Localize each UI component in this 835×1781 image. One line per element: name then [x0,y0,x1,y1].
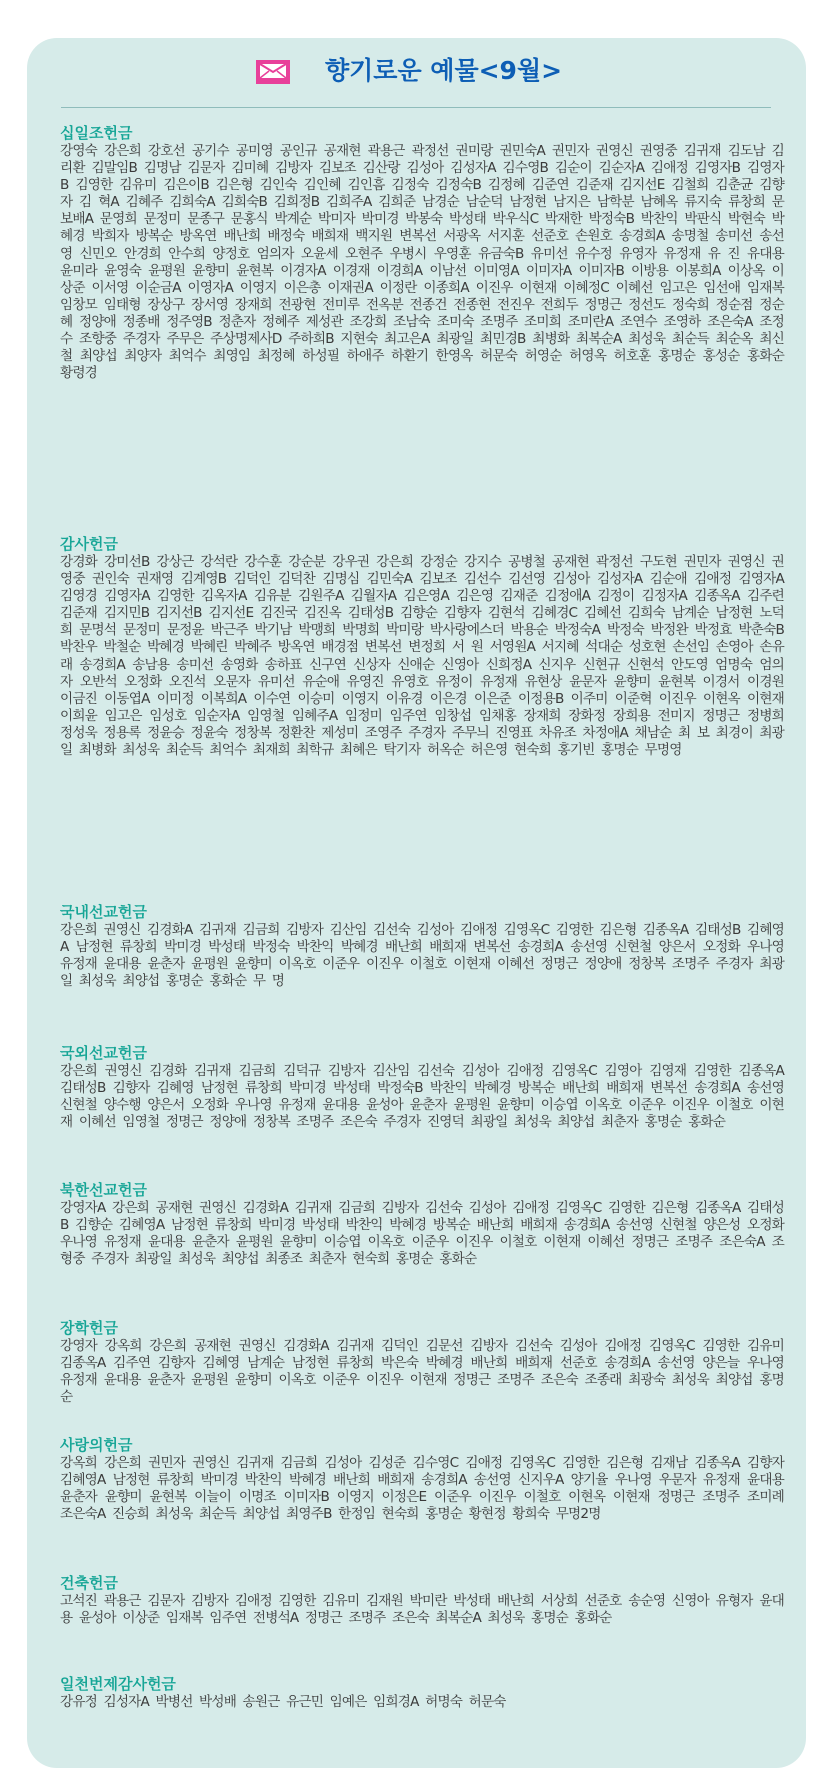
section-title: 사랑의헌금 [60,1436,133,1454]
section-north-korea-mission [60,1180,784,1268]
section-scholarship [60,1318,784,1406]
offering-card [27,38,806,1768]
section-title: 건축헌금 [60,1574,118,1592]
header [27,38,806,112]
section-title: 국내선교헌금 [60,903,147,921]
page-title: 향기로운 예물<9월> [325,56,563,85]
donor-list: 강경화 강미선B 강상근 강석란 강수훈 강순분 강우권 강은희 강정순 강지수 공병철 공재현 곽정선 구도현 권민자 권영신 권영중 권인숙 권재영 김계영B 김덕인 김덕찬 김명심 김민숙A 김보조 김선수 김선영 김성아 김성자A 김순애 김애정 김영자A 김영경 김영자A 김영한 김옥자A 김유분 김원주A 김월자A 김은영A 김은영 김재준 김정애A 김정이 김정자A 김종옥A 김주련 김준재 김지민B 김지선B 김지선E 김진국 김진옥 김태성B 김향순 김향자 김현석 김혜경C 김혜선 김희숙 남계순 남정현 노덕희 문명석 문정미 문정윤 박근주 박기남 박맹희 박명희 박미랑 박사랑에스더 박용순 박정숙A 박정숙 박정완 박정효 박춘숙B 박찬우 박철순 박혜경 박혜린 박혜주 방옥연 배경점 변복선 변정희 서 원 서영원A 서지혜 석대순 성호현 손선임 손영아 손유래 송경희A 송남용 송미선 송영화 송하표 신구연 신상자 신애순 신영아 신희정A 신지우 신현규 신현석 안도영 엄명숙 엄의자 오반석 오정화 오진석 오문자 유미선 유순애 유영진 유영호 유정이 유정재 유현상 윤문자 윤향미 윤현복 이경서 이경원 이금진 이동엽A 이미정 이복희A 이수연 이승미 이영지 이유경 이은경 이은준 이정용B 이주미 이준혁 이진우 이현옥 이현재 이희윤 임고은 임성호 임순자A 임영철 임혜주A 임정미 임주연 임창섭 임채홍 장재희 장화정 장희용 전미지 정명근 정병희 정성욱 정용록 정윤승 정윤숙 정창복 정환찬 제성미 조영주 주경자 주무늬 진영표 차유조 차정애A 채남순 최 보 최경이 최광일 최병화 최성욱 최순득 최억수 최재희 최학규 최혜은 탁기자 허옥순 허은영 현숙희 홍기빈 홍명순 무명영 [60,554,784,759]
donor-list: 강은희 권영신 김경화A 김귀재 김금희 김방자 김산임 김선숙 김성아 김애정 김영옥C 김영한 김은형 김종옥A 김태성B 김혜영A 남정현 류창희 박미경 박성태 박정숙 박찬익 박혜경 배난희 배희재 변복선 송경희A 송선영 신현철 양은서 오정화 우나영 유정재 윤대용 윤춘자 윤평원 윤향미 이옥호 이준우 이진우 이철호 이현재 이혜선 정명근 정양애 정창복 조명주 주경자 최광일 최성욱 최양섭 홍명순 홍화순 무 명 [60,922,784,990]
donor-list: 고석진 곽용근 김문자 김방자 김애정 김영한 김유미 김재원 박미란 박성태 배난희 서상희 선준호 송순영 신영아 유형자 윤대용 윤성아 이상준 임재복 임주연 전병석A 정명근 조명주 조은숙 최복순A 최성욱 홍명순 홍화순 [60,1593,784,1627]
section-love-offering [60,1435,784,1523]
section-title: 장학헌금 [60,1319,118,1337]
section-title: 국외선교헌금 [60,1044,147,1062]
section-domestic-mission [60,902,784,990]
section-building [60,1573,784,1627]
envelope-icon [256,60,290,84]
section-tithe [60,123,784,382]
section-title: 감사헌금 [60,535,118,553]
section-thanksgiving [60,534,784,759]
section-title: 북한선교헌금 [60,1181,147,1199]
header-divider [61,107,771,108]
section-title: 십일조헌금 [60,124,133,142]
donor-list: 강영자A 강은희 공재현 권영신 김경화A 김귀재 김금희 김방자 김선숙 김성아 김애정 김영옥C 김영한 김은형 김종옥A 김태성B 김향순 김혜영A 남정현 류창희 박미경 박성태 박찬익 박혜경 방복순 배난희 배희재 송경희A 송선영 신현철 양은성 오정화 우나영 유정재 윤대용 윤춘자 윤평원 윤향미 이승엽 이옥호 이준우 이진우 이철호 이현재 이혜선 정명근 조명주 조은숙A 조형중 주경자 최광일 최성욱 최양섭 최종조 최춘자 현숙희 홍명순 홍화순 [60,1200,784,1268]
donor-list: 강옥희 강은희 권민자 권영신 김귀재 김금희 김성아 김성준 김수영C 김애정 김영옥C 김영한 김은형 김재남 김종옥A 김향자 김혜영A 남정현 류창희 박미경 박찬익 박혜경 배난희 배희재 송경희A 송선영 신지우A 양기율 우나영 우문자 유정재 윤대용 윤춘자 윤향미 윤현복 이늘이 이명조 이미자B 이영지 이정은E 이준우 이진우 이철호 이현옥 이현재 정명근 조명주 조미례 조은숙A 진승희 최성욱 최순득 최양섭 최영주B 한정임 현숙희 홍명순 황현정 황희숙 무명2명 [60,1455,784,1523]
donor-list: 강영자 강옥희 강은희 공재현 권영신 김경화A 김귀재 김덕인 김문선 김방자 김선숙 김성아 김애정 김영옥C 김영한 김유미 김종옥A 김주연 김향자 김혜영 남계순 남정현 류창희 박은숙 박혜경 배난희 배희재 선준호 송경희A 송선영 양은늘 우나영 유정재 윤대용 윤춘자 윤평원 윤향미 이옥호 이준우 이진우 이현재 정명근 조명주 조은숙 조종래 최광숙 최성욱 최양섭 홍명순 [60,1338,784,1406]
section-thousand-offering [60,1674,784,1711]
donor-list: 강유정 김성자A 박병선 박성배 송원근 유근민 임예은 임희경A 허명숙 허문숙 [60,1694,506,1710]
section-overseas-mission [60,1043,784,1131]
section-title: 일천번제감사헌금 [60,1675,176,1693]
donor-list: 강영숙 강은희 강호선 공기수 공미영 공인규 공재현 곽용근 곽정선 권미랑 권민숙A 권민자 권영신 권영중 김귀재 김도남 김리환 김말임B 김명남 김문자 김미혜 김방자 김보조 김산랑 김성아 김성자A 김수영B 김순이 김순자A 김애정 김영자B 김영자B 김영한 김유미 김은이B 김은형 김인숙 김인혜 김인흠 김정숙 김정숙B 김정혜 김준연 김준재 김지선E 김철희 김춘균 김향자 김 혁A 김혜주 김희숙A 김희숙B 김희정B 김희주A 김희준 남경순 남순덕 남정현 남지은 남학분 남혜옥 류지숙 류창희 문보배A 문영희 문정미 문종구 문홍식 박계순 박미자 박미경 박봉숙 박성태 박우식C 박재한 박정숙B 박찬익 박판식 박현숙 박혜경 박희자 방복순 방옥연 배난희 배정숙 배희재 백지원 변복선 서광옥 서지훈 선준호 손원호 송경희A 송명철 송미선 송선영 신민오 안경희 안수희 양정호 엄의자 오윤세 오현주 우병시 우영훈 유금숙B 유미선 유수정 유영자 유정재 유 진 유대용 윤미라 윤영숙 윤평원 윤향미 윤현복 이경자A 이경재 이경희A 이남선 이미영A 이미자A 이미자B 이방용 이봉희A 이상옥 이상준 이서영 이순금A 이영자A 이영지 이은총 이재권A 이정란 이종희A 이진우 이현재 이혜정C 이혜선 임고은 임선애 임재복 임창모 임태형 장상구 장서영 장재희 전광현 전미루 전옥분 전종건 전종현 전진우 전희두 정명근 정선도 정숙희 정순점 정순혜 정양애 정종배 정주영B 정춘자 정혜주 제성관 조강희 조남숙 조미숙 조명주 조미희 조미란A 조연수 조영하 조은숙A 조정수 조향중 주경자 주무은 주상명제사D 주하희B 지현숙 최고은A 최광일 최민경B 최병화 최복순A 최성욱 최순득 최순옥 최신철 최양섭 최양자 최억수 최영임 최정혜 하성필 하애주 하환기 한영옥 허문숙 허영순 허영옥 허호훈 홍명순 홍성순 홍화순 황령경 [60,143,784,382]
donor-list: 강은희 권영신 김경화 김귀재 김금희 김덕규 김방자 김산임 김선숙 김성아 김애정 김영옥C 김영아 김영재 김영한 김종옥A 김태성B 김향자 김혜영 남정현 류창희 박미경 박성태 박정숙B 박찬익 박혜경 방복순 배난희 배희재 변복선 송경희A 송선영 신현철 양수행 양은서 오정화 우나영 유정재 윤대용 윤성아 윤춘자 윤평원 윤향미 이승엽 이옥호 이준우 이진우 이철호 이현재 이혜선 임영철 정명근 정양애 정창복 조명주 조은숙 주경자 진영덕 최광일 최성욱 최양섭 최춘자 홍명순 홍화순 [60,1063,784,1131]
